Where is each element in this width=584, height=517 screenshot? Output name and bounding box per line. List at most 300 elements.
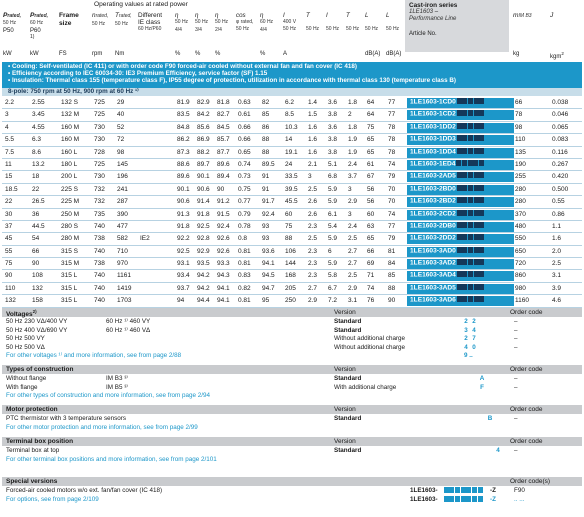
cell-3: 740	[94, 222, 105, 230]
eff-b-label: η	[195, 12, 199, 19]
cell-3: 740	[94, 272, 105, 280]
cell-6: 89.6	[177, 173, 190, 181]
special-order-dots	[443, 487, 483, 495]
cell-9: 0.61	[238, 111, 251, 119]
operating-values-heading: Operating values at rated power	[94, 1, 188, 8]
code-placeholder-square	[474, 172, 479, 178]
cell-1: 18	[32, 173, 40, 181]
eff-c-load: 2/4	[215, 27, 222, 33]
mass-value: 1160	[515, 297, 529, 305]
cell-8: 93.3	[217, 260, 230, 268]
inertia-value: 0.55	[552, 198, 565, 206]
more-info-link[interactable]	[2, 351, 582, 360]
code-placeholder-square	[457, 98, 462, 104]
option-line	[2, 383, 582, 392]
more-info-link[interactable]	[2, 455, 582, 464]
p60-footnote: 1)	[30, 34, 35, 40]
cell-7: 88.2	[197, 148, 210, 156]
cell-11: 60	[285, 210, 293, 218]
cell-0: 132	[5, 297, 16, 305]
special-order-suffix: -Z	[490, 487, 496, 494]
code-placeholder-square	[462, 234, 467, 240]
cell-16: 77	[388, 222, 396, 230]
cell-13: 5.9	[328, 235, 338, 243]
cell-14: 2.9	[348, 198, 358, 206]
code-placeholder-square	[468, 148, 473, 154]
cell-6: 93.1	[177, 260, 190, 268]
cell-6: 92.5	[177, 247, 190, 255]
cell-3: 725	[94, 111, 105, 119]
more-info-link[interactable]	[2, 423, 582, 432]
article-number	[407, 160, 514, 170]
cell-3: 738	[94, 260, 105, 268]
cell-13: 3.8	[328, 111, 338, 119]
code-placeholder-square	[468, 172, 473, 178]
code-placeholder-square	[466, 487, 471, 493]
unit-nm: Nm	[115, 51, 125, 57]
voltages-footnote: 2)	[32, 309, 37, 314]
cell-14: 3	[348, 210, 352, 218]
code-placeholder-square	[468, 259, 473, 265]
table-row	[2, 209, 582, 221]
code-placeholder-square	[468, 135, 473, 141]
cell-14: 2.4	[348, 222, 358, 230]
inertia-value: 3.9	[552, 284, 562, 292]
cell-10: 93.6	[262, 247, 275, 255]
cell-6: 90.1	[177, 185, 190, 193]
motor-protection-band	[2, 405, 582, 414]
code-placeholder-square	[474, 222, 479, 228]
code-placeholder-square	[479, 234, 484, 240]
table-row	[2, 233, 582, 245]
terminal-box-version-label: Version	[334, 438, 356, 445]
code-placeholder-square	[457, 123, 462, 129]
article-number	[407, 259, 514, 269]
code-placeholder-square	[479, 284, 484, 290]
code-placeholder-square	[455, 496, 460, 502]
cell-12: 2.3	[308, 247, 318, 255]
voltages-version-label: Version	[334, 309, 356, 316]
diff-ie-label-2: IE class	[138, 19, 161, 26]
cell-16: 77	[388, 111, 396, 119]
code-placeholder-square	[462, 210, 467, 216]
cell-9: 0.75	[238, 185, 251, 193]
cell-10: 95	[262, 297, 270, 305]
cell-1: 108	[32, 272, 43, 280]
special-item-label: Forced-air cooled motors w/o ext. fan/fan cover (IC 418)	[6, 487, 163, 494]
cell-7: 91.4	[197, 198, 210, 206]
code-placeholder-square	[479, 123, 484, 129]
cell-1: 3.45	[32, 111, 45, 119]
code-placeholder-square	[468, 185, 473, 191]
inertia-value: 0.420	[552, 173, 569, 181]
cell-2: 315 S	[61, 247, 78, 255]
cell-4: 52	[117, 123, 125, 131]
code-placeholder-square	[461, 496, 466, 502]
inertia-label: J	[550, 12, 554, 19]
cell-4: 477	[117, 222, 128, 230]
code-placeholder-square	[479, 271, 484, 277]
code-placeholder-square	[457, 259, 462, 265]
cell-6: 94	[177, 297, 185, 305]
mass-value: 860	[515, 272, 526, 280]
inertia-value: 0.86	[552, 210, 565, 218]
table-row	[2, 147, 582, 159]
cell-8: 91.5	[217, 210, 230, 218]
table-row	[2, 196, 582, 208]
more-info-link[interactable]	[2, 391, 582, 400]
cast-iron-series-box	[405, 0, 509, 52]
cell-8: 90	[217, 185, 225, 193]
cell-4: 710	[117, 247, 128, 255]
cell-11: 144	[285, 260, 296, 268]
cell-12: 1.6	[308, 136, 318, 144]
cos-hz: 50 Hz	[236, 26, 250, 32]
cos-label: cos	[236, 12, 246, 19]
cell-11: 106	[285, 247, 296, 255]
code-placeholder-square	[462, 271, 467, 277]
article-number	[407, 210, 514, 220]
terminal_box-code: 4	[496, 447, 500, 454]
code-placeholder-square	[468, 247, 473, 253]
irated-hz: 50 Hz	[283, 26, 297, 32]
code-placeholder-square	[457, 284, 462, 290]
irated-label: I	[283, 12, 285, 19]
inertia-value: 0.065	[552, 123, 569, 131]
cell-7: 94.4	[197, 297, 210, 305]
motor_protection-item-label: PTC thermistor with 3 temperature sensors	[6, 415, 127, 422]
special-order-code: .. ...	[514, 495, 525, 503]
article-number-text: 1LE1603-3AD2	[410, 259, 456, 267]
cell-0: 110	[5, 284, 16, 292]
voltage-code-2: 4	[472, 326, 476, 334]
voltage-code-2: 0	[472, 343, 476, 351]
cell-1: 132	[32, 284, 43, 292]
code-placeholder-square	[462, 98, 467, 104]
cell-15: 75	[367, 123, 375, 131]
cell-1: 44.5	[32, 222, 45, 230]
construction-version: Standard	[334, 375, 362, 382]
cell-9: 0.83	[238, 272, 251, 280]
tl-hz: 50 Hz	[306, 26, 320, 32]
article-number	[407, 197, 514, 207]
code-placeholder-square	[468, 123, 473, 129]
motor-protection-version-label: Version	[334, 406, 356, 413]
voltage-version: Standard	[334, 318, 362, 325]
article-number-text: 1LE1603-1DD2	[410, 123, 456, 131]
mass-value: 98	[515, 123, 523, 131]
code-placeholder-square	[474, 210, 479, 216]
unit-pct-1: %	[175, 51, 181, 57]
cell-12: 1.6	[308, 148, 318, 156]
mass-value: 255	[515, 173, 526, 181]
cell-1: 158	[32, 297, 43, 305]
cell-11: 6.2	[285, 99, 295, 106]
special-order-suffix: -Z	[490, 495, 496, 503]
code-placeholder-square	[479, 172, 484, 178]
cell-0: 15	[5, 173, 13, 181]
cast-line: Performance Line	[409, 16, 457, 23]
cell-4: 145	[117, 160, 128, 168]
cell-9: 0.79	[238, 210, 251, 218]
code-placeholder-square	[456, 160, 461, 166]
cell-2: 280 M	[61, 235, 80, 243]
code-placeholder-square	[444, 487, 449, 493]
article-number-text: 1LE1603-1DD3	[410, 135, 456, 143]
cell-9: 0.73	[238, 173, 251, 181]
voltage-code-1: 2	[464, 318, 468, 325]
motor-protection-title: Motor protection	[6, 406, 58, 413]
voltages-more-link: For other voltages ¹⁾ and more information, see from page 2/88	[6, 352, 182, 360]
table-row	[2, 134, 582, 146]
cell-8: 82.7	[217, 111, 230, 119]
article-number-text: 1LE1603-2CD2	[410, 210, 456, 218]
cell-4: 196	[117, 173, 128, 181]
cell-5: IE2	[140, 235, 150, 243]
cell-13: 3.6	[328, 123, 338, 131]
code-placeholder-square	[479, 222, 484, 228]
cell-11: 33.5	[285, 173, 298, 181]
voltage-code-1: 4	[464, 343, 468, 351]
cell-7: 90.1	[197, 173, 210, 181]
cell-11: 39.5	[285, 185, 298, 193]
option-line	[2, 414, 582, 423]
code-placeholder-square	[462, 160, 467, 166]
order-code-dash: –	[514, 335, 518, 343]
cell-12: 2.7	[308, 284, 318, 292]
table-header	[0, 0, 584, 60]
t-hz: 50 Hz	[115, 21, 129, 27]
cell-1: 4.55	[32, 123, 45, 131]
cell-7: 86.9	[197, 136, 210, 144]
inertia-value: 0.083	[552, 136, 569, 144]
code-placeholder-square	[457, 296, 462, 302]
table-row	[2, 171, 582, 183]
article-number-text: 1LE1603-1CD2	[410, 110, 456, 118]
cell-13: 6	[328, 247, 332, 255]
article-number	[407, 222, 514, 232]
mass-value: 66	[515, 99, 523, 106]
code-placeholder-square	[479, 210, 484, 216]
cell-4: 1703	[117, 297, 132, 305]
table-row	[2, 270, 582, 282]
lpa-hz: 50 Hz	[365, 26, 379, 32]
cell-9: 0.77	[238, 198, 251, 206]
terminal_box-item-label: Terminal box at top	[6, 447, 60, 454]
voltages-section	[2, 308, 582, 360]
article-number-text: 1LE1603-3AD6	[410, 296, 456, 304]
cell-16: 74	[388, 160, 396, 168]
cell-16: 78	[388, 123, 396, 131]
cell-10: 94.7	[262, 284, 275, 292]
cell-12: 1.5	[308, 111, 318, 119]
cell-7: 93.5	[197, 260, 210, 268]
cell-2: 225 M	[61, 198, 80, 206]
inertia-value: 3.1	[552, 272, 562, 280]
cell-9: 0.63	[238, 99, 251, 106]
cell-8: 89.4	[217, 173, 230, 181]
cell-13: 3.8	[328, 136, 338, 144]
cell-11: 45.5	[285, 198, 298, 206]
mass-value: 480	[515, 222, 526, 230]
code-placeholder-square	[468, 98, 473, 104]
unit-kw: kW	[3, 51, 12, 57]
code-placeholder-square	[462, 284, 467, 290]
motor_protection-code: B	[487, 415, 493, 422]
table-row	[2, 246, 582, 258]
cell-6: 86.2	[177, 136, 190, 144]
n-hz: 50 Hz	[92, 21, 106, 27]
cell-3: 735	[94, 210, 105, 218]
voltages-title: Voltages	[6, 311, 33, 319]
cell-3: 740	[94, 247, 105, 255]
mass-value: 370	[515, 210, 526, 218]
article-number	[407, 123, 514, 133]
cell-12: 2.9	[308, 297, 318, 305]
construction-band	[2, 365, 582, 374]
cell-14: 1.9	[348, 148, 358, 156]
cell-14: 2	[348, 111, 352, 119]
cell-9: 0.81	[238, 297, 251, 305]
cell-8: 91.2	[217, 198, 230, 206]
cell-14: 2.5	[348, 235, 358, 243]
eff60-hz: 60 Hz	[260, 19, 274, 25]
cell-7: 92.5	[197, 222, 210, 230]
code-placeholder-square	[468, 284, 473, 290]
cell-16: 88	[388, 284, 396, 292]
unit-fs: FS	[59, 51, 67, 57]
cell-15: 61	[367, 160, 375, 168]
voltage-60hz: 60 Hz ¹⁾ 460 VY	[106, 318, 151, 325]
code-placeholder-square	[474, 247, 479, 253]
order-code-dash: –	[514, 415, 518, 422]
terminal_box-version: Standard	[334, 447, 362, 454]
code-placeholder-square	[462, 197, 467, 203]
inertia-value: 0.046	[552, 111, 569, 119]
code-placeholder-square	[468, 271, 473, 277]
cell-2: 315 M	[61, 260, 80, 268]
code-placeholder-square	[457, 110, 462, 116]
cell-9: 0.81	[238, 247, 251, 255]
cell-8: 92.6	[217, 235, 230, 243]
cell-13: 5.1	[328, 160, 338, 168]
cell-3: 740	[94, 284, 105, 292]
article-number	[407, 135, 514, 145]
code-placeholder-square	[462, 259, 467, 265]
cell-8: 92.6	[217, 247, 230, 255]
code-placeholder-square	[474, 110, 479, 116]
code-placeholder-square	[479, 110, 484, 116]
t-label: Trated,	[115, 12, 132, 19]
cell-11: 88	[285, 235, 293, 243]
construction-item-label: With flange	[6, 383, 38, 391]
cell-15: 60	[367, 210, 375, 218]
cell-16: 90	[388, 297, 396, 305]
terminal-box-order-code-label: Order code	[510, 438, 543, 445]
cell-15: 66	[367, 247, 375, 255]
construction-item-sub: IM B3 ³⁾	[106, 375, 128, 382]
cell-7: 94.2	[197, 272, 210, 280]
cell-9: 0.66	[238, 136, 251, 144]
cell-6: 93.7	[177, 284, 190, 292]
ti-hz: 50 Hz	[326, 26, 340, 32]
inertia-value: 4.6	[552, 297, 562, 305]
diff-ie-label: Different	[138, 12, 163, 19]
cell-13: 6.7	[328, 284, 338, 292]
cell-2: 280 S	[61, 222, 78, 230]
construction-code: A	[479, 375, 485, 382]
construction-item-label: Without flange	[6, 375, 47, 382]
cell-1: 2.55	[32, 99, 45, 106]
code-placeholder-square	[462, 135, 467, 141]
cell-16: 70	[388, 198, 396, 206]
code-placeholder-square	[479, 185, 484, 191]
p50-label: P50	[3, 28, 14, 34]
cell-1: 13.2	[32, 160, 45, 168]
eff-a-hz: 50 Hz	[175, 19, 189, 25]
special-order-prefix: 1LE1603-	[410, 495, 438, 503]
unit-pct-2: %	[195, 51, 201, 57]
ti-label: I	[326, 12, 328, 19]
code-placeholder-square	[462, 110, 467, 116]
inertia-value: 0.267	[552, 160, 569, 168]
cell-0: 90	[5, 272, 13, 280]
cell-0: 45	[5, 235, 13, 243]
article-number-text: 1LE1603-2AD5	[410, 172, 456, 180]
table-row	[2, 184, 582, 196]
cell-1: 90	[32, 260, 40, 268]
cell-3: 740	[94, 297, 105, 305]
voltages-more-code: 9 ..	[464, 352, 473, 360]
mass-value: 135	[515, 148, 526, 156]
more-info-link[interactable]	[2, 495, 582, 504]
voltage-code-1: 3	[464, 326, 468, 334]
cell-16: 70	[388, 185, 396, 193]
article-number	[407, 247, 514, 257]
p60-label: P60	[30, 28, 41, 34]
cell-0: 4	[5, 123, 9, 131]
unit-pct-3: %	[215, 51, 221, 57]
option-line	[2, 326, 582, 335]
voltage-code-1: 2	[464, 335, 468, 343]
cell-1: 26.5	[32, 198, 45, 206]
cell-7: 91.8	[197, 210, 210, 218]
inertia-value: 2.5	[552, 260, 562, 268]
code-placeholder-square	[474, 296, 479, 302]
special-versions-title: Special versions	[6, 478, 58, 485]
cell-6: 87.3	[177, 148, 190, 156]
order-code-dash: –	[514, 326, 518, 334]
motor_protection-version: Standard	[334, 415, 362, 422]
cell-8: 94.1	[217, 284, 230, 292]
eff60-load: 4/4	[260, 27, 267, 33]
cell-7: 84.2	[197, 111, 210, 119]
cell-13: 5.9	[328, 198, 338, 206]
cell-0: 37	[5, 222, 13, 230]
construction-order-code-label: Order code	[510, 366, 543, 373]
option-line	[2, 317, 582, 326]
cell-8: 85.7	[217, 136, 230, 144]
cell-1: 6.3	[32, 136, 42, 144]
cell-12: 2.5	[308, 235, 318, 243]
unit-kw-2: kW	[30, 51, 39, 57]
cell-4: 98	[117, 148, 125, 156]
cell-6: 88.6	[177, 160, 190, 168]
mass-value: 550	[515, 235, 526, 243]
cell-10: 89.5	[262, 160, 275, 168]
note-insulation: • Insulation: Thermal class 155 (temperature class F), IP55 degree of protection, utilization in accordance with thermal class 130 (temperature class B)	[8, 77, 457, 85]
inertia-value: 0.116	[552, 148, 568, 156]
